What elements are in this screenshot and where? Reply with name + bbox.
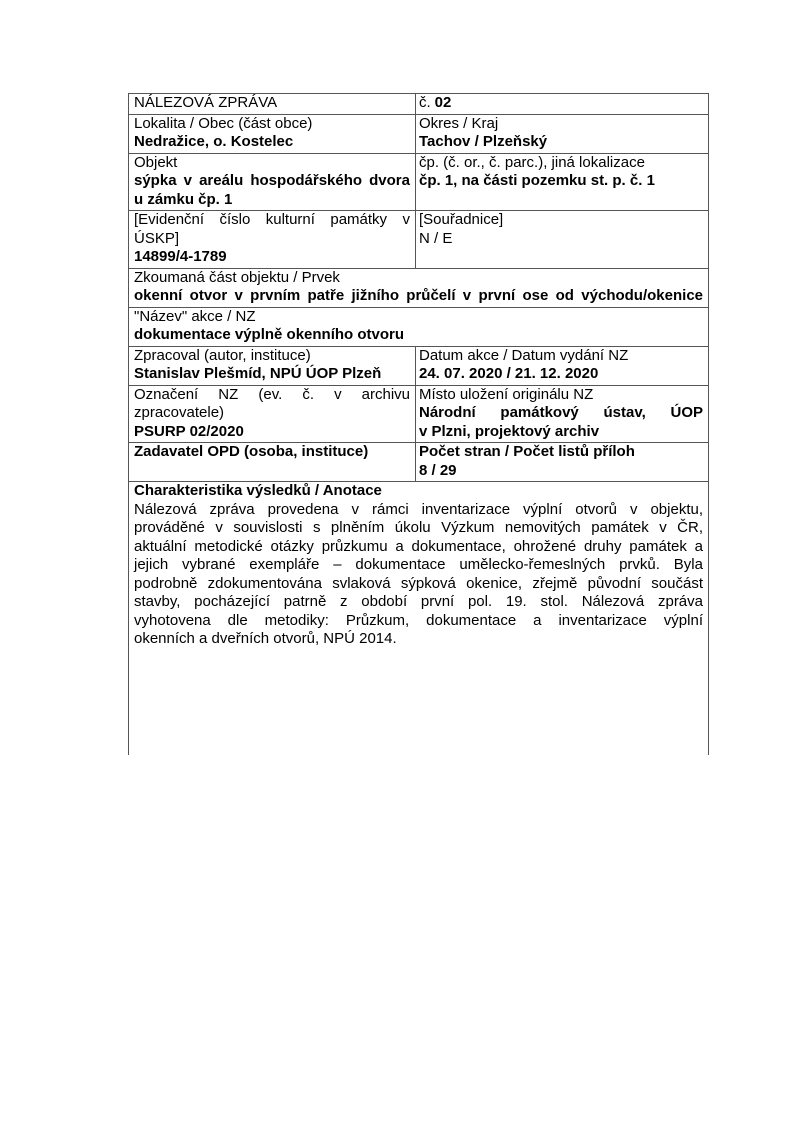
author-cell <box>129 347 416 385</box>
row-examined-part <box>129 269 708 308</box>
annotation-text-line8: okenních a dveřních otvorů, NPÚ 2014. <box>134 630 397 647</box>
row-author <box>129 347 708 386</box>
object-label: Objekt <box>134 153 178 171</box>
coordinates-value: N / E <box>419 229 453 247</box>
page-count-label: Počet stran / Počet listů příloh <box>419 443 635 460</box>
annotation-text-line6: stavby, pocházející patrně z období první pol. 19. stol. Nálezová zpráva <box>134 593 703 610</box>
row-registry <box>129 211 708 269</box>
district-label: Okres / Kraj <box>419 114 499 132</box>
coordinates-label: [Souřadnice] <box>419 211 504 228</box>
report-title-cell <box>129 94 416 114</box>
action-name-label: "Název" akce / NZ <box>134 307 256 325</box>
annotation-text-line4: jejich vybrané exempláře – dokumentace umělecko-řemeslných prvků. Byla <box>134 556 703 573</box>
coordinates-cell <box>416 211 708 268</box>
registry-value: 14899/4-1789 <box>134 248 227 265</box>
object-cell <box>129 154 416 211</box>
storage-value-line2: v Plzni, projektový archiv <box>419 422 600 440</box>
row-object <box>129 154 708 212</box>
report-table <box>128 93 709 755</box>
parcel-cell <box>416 154 708 211</box>
annotation-text-line5: podrobně zdokumentována svlaková sýpková okenice, zřejmě původní součást <box>134 574 703 592</box>
registry-label-line1: [Evidenční číslo kulturní památky v <box>134 211 410 228</box>
registry-cell <box>129 211 416 268</box>
examined-part-cell <box>129 269 708 307</box>
row-designation <box>129 386 708 444</box>
registry-label-line2: ÚSKP] <box>134 229 180 247</box>
designation-label-line2: zpracovatele) <box>134 404 225 421</box>
author-label: Zpracoval (autor, instituce) <box>134 346 311 364</box>
client-label: Zadavatel OPD (osoba, instituce) <box>134 443 369 460</box>
annotation-heading: Charakteristika výsledků / Anotace <box>134 482 382 499</box>
report-number-cell <box>416 94 708 114</box>
storage-cell <box>416 386 708 443</box>
page-count-cell <box>416 443 708 481</box>
report-number-label: č. <box>419 94 431 111</box>
parcel-label: čp. (č. or., č. parc.), jiná lokalizace <box>419 153 645 171</box>
client-cell <box>129 443 416 481</box>
dates-cell <box>416 347 708 385</box>
row-location <box>129 115 708 154</box>
annotation-text-line1: Nálezová zpráva provedena v rámci inventarizace výplní otvorů v objektu, <box>134 500 703 518</box>
row-title <box>129 94 708 115</box>
designation-value: PSURP 02/2020 <box>134 422 244 440</box>
designation-label-line1: Označení NZ (ev. č. v archivu <box>134 385 410 403</box>
dates-label: Datum akce / Datum vydání NZ <box>419 346 629 364</box>
locality-cell <box>129 115 416 153</box>
report-number-value: 02 <box>434 94 452 111</box>
storage-label: Místo uložení originálu NZ <box>419 385 594 403</box>
annotation-text-line7: vyhotovena dle metodiky: Průzkum, dokumentace a inventarizace výplní <box>134 611 703 629</box>
locality-label: Lokalita / Obec (část obce) <box>134 114 313 132</box>
district-value: Tachov / Plzeňský <box>419 133 548 150</box>
parcel-value: čp. 1, na části pozemku st. p. č. 1 <box>419 172 655 189</box>
examined-part-label: Zkoumaná část objektu / Prvek <box>134 268 340 286</box>
annotation-cell <box>129 482 708 755</box>
district-cell <box>416 115 708 153</box>
row-client <box>129 443 708 482</box>
report-title: NÁLEZOVÁ ZPRÁVA <box>134 94 278 111</box>
annotation-text-line3: aktuální metodické otázky průzkumu a dokumentace, ohrožené druhy památek a <box>134 537 703 555</box>
examined-part-value: okenní otvor v prvním patře jižního průčelí v první ose od východu/okenice <box>134 287 703 304</box>
dates-value: 24. 07. 2020 / 21. 12. 2020 <box>419 365 599 382</box>
annotation-text-line2: prováděné v souvislosti s plněním úkolu Výzkum nemovitých památek v ČR, <box>134 519 703 536</box>
row-action-name <box>129 308 708 347</box>
designation-cell <box>129 386 416 443</box>
action-name-cell <box>129 308 708 346</box>
action-name-value: dokumentace výplně okenního otvoru <box>134 326 405 343</box>
object-value-line2: u zámku čp. 1 <box>134 190 233 208</box>
object-value-line1: sýpka v areálu hospodářského dvora <box>134 172 410 189</box>
page-count-value: 8 / 29 <box>419 461 457 479</box>
locality-value: Nedražice, o. Kostelec <box>134 133 294 150</box>
author-value: Stanislav Plešmíd, NPÚ ÚOP Plzeň <box>134 365 382 382</box>
storage-value-line1: Národní památkový ústav, ÚOP <box>419 404 703 421</box>
row-annotation <box>129 482 708 755</box>
